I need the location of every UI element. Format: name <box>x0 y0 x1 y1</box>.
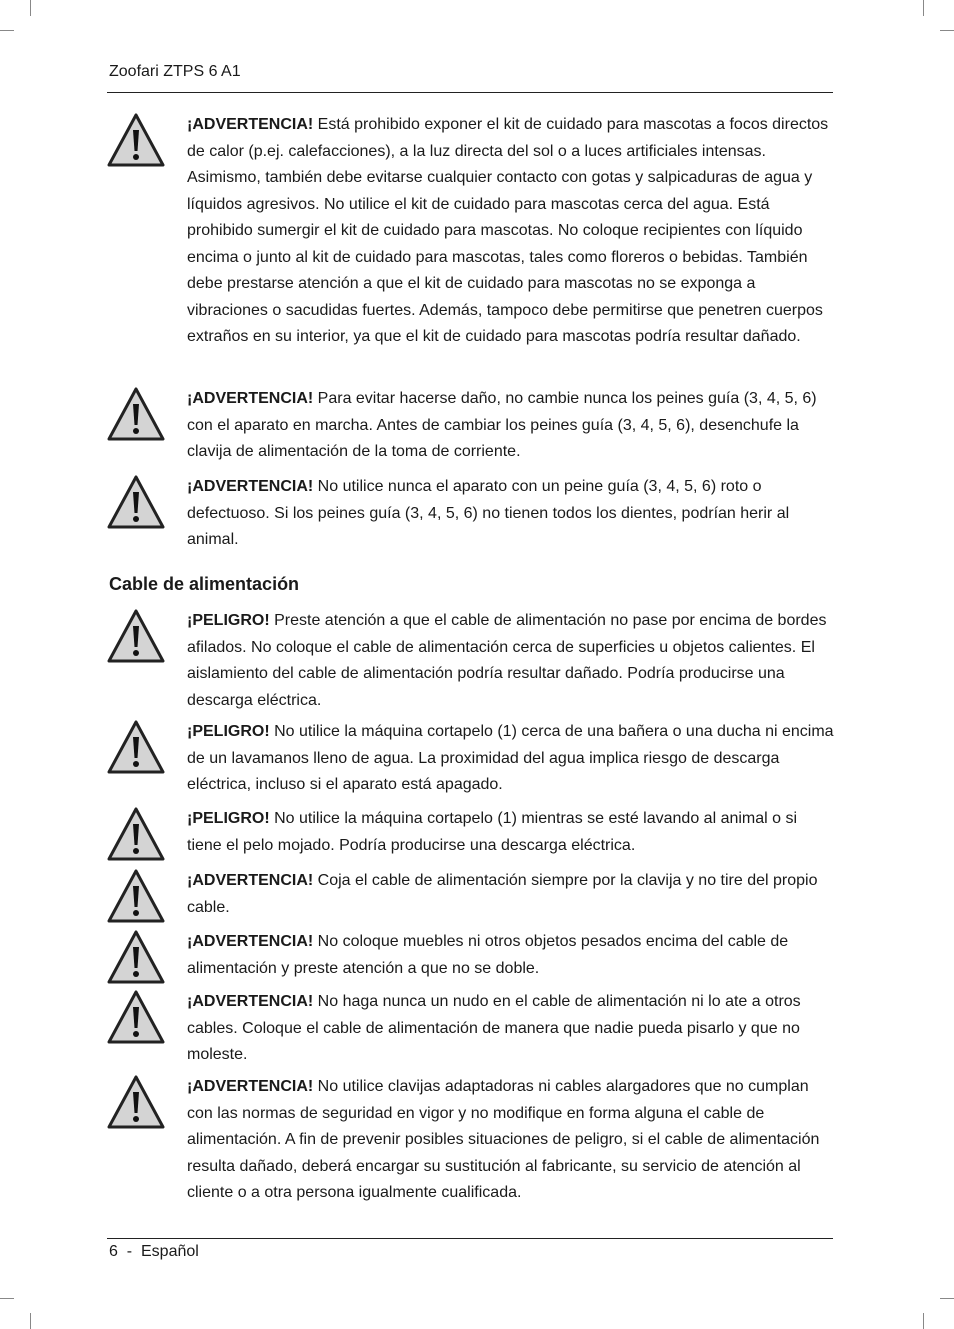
warning-triangle-icon <box>107 807 165 861</box>
warning-label: ¡ADVERTENCIA! <box>187 993 314 1010</box>
danger-text <box>187 806 835 859</box>
warning-triangle-icon <box>107 609 165 663</box>
warning-label: ¡ADVERTENCIA! <box>187 872 314 889</box>
danger-label: ¡PELIGRO! <box>187 723 270 740</box>
crop-mark <box>30 1313 31 1329</box>
danger-block <box>107 608 835 714</box>
warning-text <box>187 989 835 1069</box>
danger-body: No utilice la máquina cortapelo (1) cerca de una bañera o una ducha ni encima de un lavamanos lleno de agua. La proximidad del agua implica riesgo de descarga eléctrica, incluso si el aparato está apagado. <box>187 723 834 793</box>
warning-block <box>107 386 835 466</box>
warning-body: No utilice clavijas adaptadoras ni cables alargadores que no cumplan con las normas de seguridad en vigor y no modifique en forma alguna el cable de alimentación. A fin de prevenir posibles situaciones de peligro, si el cable de alimentación resulta dañado, deberá encargar su sustitución al fabricante, su servicio de atención al cliente o a otra persona igualmente cualificada. <box>187 1078 820 1201</box>
header-rule <box>107 92 833 93</box>
danger-label: ¡PELIGRO! <box>187 810 270 827</box>
warning-triangle-icon <box>107 1075 165 1129</box>
crop-mark <box>940 30 954 31</box>
danger-text <box>187 608 835 714</box>
crop-mark <box>940 1298 954 1299</box>
header-title: Zoofari ZTPS 6 A1 <box>109 63 241 80</box>
warning-text <box>187 112 835 351</box>
warning-label: ¡ADVERTENCIA! <box>187 933 314 950</box>
danger-body: Preste atención a que el cable de alimentación no pase por encima de bordes afilados. No coloque el cable de alimentación cerca de superficies u objetos calientes. El aislamiento del cable de alimentación podría resultar dañado. Podría producirse una descarga eléctrica. <box>187 612 827 709</box>
warning-block <box>107 1074 835 1207</box>
warning-text <box>187 868 835 921</box>
warning-triangle-icon <box>107 720 165 774</box>
warning-label: ¡ADVERTENCIA! <box>187 478 314 495</box>
crop-mark <box>923 1313 924 1329</box>
crop-mark <box>0 30 14 31</box>
warning-body: Está prohibido exponer el kit de cuidado para mascotas a focos directos de calor (p.ej. calefacciones), a la luz directa del sol o a luces artificiales intensas. Asimismo, también debe evitarse cualquier contacto con gotas y salpicaduras de agua y líquidos agresivos. No utilice el kit de cuidado para mascotas cerca del agua. Está prohibido sumergir el kit de cuidado para mascotas. No coloque recipientes con líquido encima o junto al kit de cuidado para mascotas, tales como floreros o bebidas. También debe prestarse atención a que el kit de cuidado para mascotas no se exponga a vibraciones o sacudidas fuertes. Además, tampoco debe permitirse que penetren cuerpos extraños en su interior, ya que el kit de cuidado para mascotas podría resultar dañado. <box>187 116 829 345</box>
warning-body: Coja el cable de alimentación siempre por la clavija y no tire del propio cable. <box>187 872 818 916</box>
danger-block <box>107 719 835 799</box>
danger-text <box>187 719 835 799</box>
warning-block <box>107 929 835 982</box>
danger-label: ¡PELIGRO! <box>187 612 270 629</box>
warning-triangle-icon <box>107 387 165 441</box>
warning-label: ¡ADVERTENCIA! <box>187 390 314 407</box>
warning-label: ¡ADVERTENCIA! <box>187 1078 314 1095</box>
warning-block <box>107 989 835 1069</box>
warning-body: Para evitar hacerse daño, no cambie nunca los peines guía (3, 4, 5, 6) con el aparato en marcha. Antes de cambiar los peines guía (3, 4, 5, 6), desenchufe la clavija de alimentación de la toma de corriente. <box>187 390 817 460</box>
crop-mark <box>30 0 31 16</box>
warning-triangle-icon <box>107 930 165 984</box>
warning-block <box>107 474 835 554</box>
warning-text <box>187 1074 835 1207</box>
warning-text <box>187 386 835 466</box>
crop-mark <box>923 0 924 16</box>
warning-block <box>107 868 835 921</box>
warning-body: No coloque muebles ni otros objetos pesados encima del cable de alimentación y preste atención a que no se doble. <box>187 933 789 977</box>
footer-rule <box>107 1238 833 1239</box>
warning-block <box>107 112 835 351</box>
danger-body: No utilice la máquina cortapelo (1) mientras se esté lavando al animal o si tiene el pelo mojado. Podría producirse una descarga eléctrica. <box>187 810 798 854</box>
warning-text <box>187 474 835 554</box>
warning-body: No utilice nunca el aparato con un peine guía (3, 4, 5, 6) roto o defectuoso. Si los peines guía (3, 4, 5, 6) no tienen todos los dientes, podrían herir al animal. <box>187 478 790 548</box>
warning-triangle-icon <box>107 869 165 923</box>
crop-mark <box>0 1298 14 1299</box>
warning-body: No haga nunca un nudo en el cable de alimentación ni lo ate a otros cables. Coloque el cable de alimentación de manera que nadie pueda pisarlo y que no moleste. <box>187 993 801 1063</box>
danger-block <box>107 806 835 859</box>
warning-triangle-icon <box>107 475 165 529</box>
footer-page-label: 6 - Español <box>109 1243 199 1260</box>
warning-triangle-icon <box>107 990 165 1044</box>
warning-label: ¡ADVERTENCIA! <box>187 116 314 133</box>
warning-triangle-icon <box>107 113 165 167</box>
section-heading: Cable de alimentación <box>109 574 300 594</box>
warning-text <box>187 929 835 982</box>
